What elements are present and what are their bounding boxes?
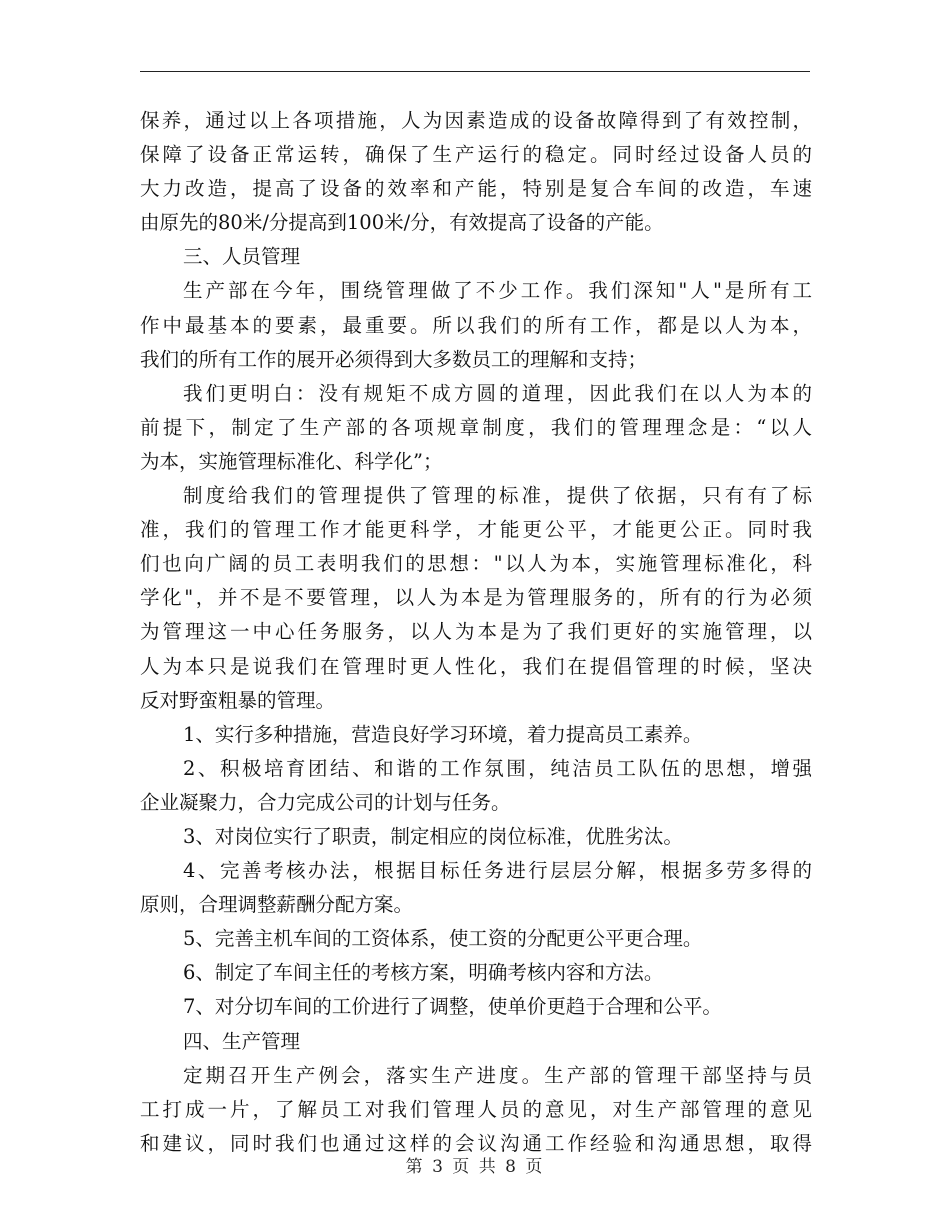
text-line: 前提下，制定了生产部的各项规章制度，我们的管理理念是：“以人 bbox=[140, 415, 812, 439]
section-heading: 三、人员管理 bbox=[183, 245, 301, 269]
text-line: 为本，实施管理标准化、科学化”； bbox=[140, 449, 443, 473]
list-item: 3、对岗位实行了职责，制定相应的岗位标准，优胜劣汰。 bbox=[183, 824, 683, 848]
text-line: 生产部在今年，围绕管理做了不少工作。我们深知"人"是所有工 bbox=[183, 279, 812, 303]
header-rule bbox=[140, 71, 810, 72]
text-line: 人为本只是说我们在管理时更人性化，我们在提倡管理的时候，坚决 bbox=[140, 654, 812, 678]
text-line: 反对野蛮粗暴的管理。 bbox=[140, 688, 336, 712]
text-line: 原则，合理调整薪酬分配方案。 bbox=[140, 893, 414, 917]
page-number-footer: 第 3 页 共 8 页 bbox=[405, 1157, 545, 1177]
text-line: 准，我们的管理工作才能更科学，才能更公平，才能更公正。同时我 bbox=[140, 518, 812, 542]
text-line: 由原先的80米/分提高到100米/分，有效提高了设备的产能。 bbox=[140, 211, 664, 235]
text-line: 工打成一片，了解员工对我们管理人员的意见，对生产部管理的意见 bbox=[140, 1097, 812, 1121]
list-item: 5、完善主机车间的工资体系，使工资的分配更公平更合理。 bbox=[183, 927, 703, 951]
list-item: 2、积极培育团结、和谐的工作氛围，纯洁员工队伍的思想，增强 bbox=[183, 756, 812, 780]
text-line: 定期召开生产例会，落实生产进度。生产部的管理干部坚持与员 bbox=[183, 1063, 812, 1087]
text-line: 保养，通过以上各项措施，人为因素造成的设备故障得到了有效控制， bbox=[140, 109, 812, 132]
text-line: 我们更明白：没有规矩不成方圆的道理，因此我们在以人为本的 bbox=[183, 381, 812, 405]
text-line: 企业凝聚力，合力完成公司的计划与任务。 bbox=[140, 790, 511, 814]
list-item: 4、完善考核办法，根据目标任务进行层层分解，根据多劳多得的 bbox=[183, 859, 812, 883]
section-heading: 四、生产管理 bbox=[183, 1029, 301, 1053]
list-item: 7、对分切车间的工价进行了调整，使单价更趋于合理和公平。 bbox=[183, 995, 722, 1019]
list-item: 6、制定了车间主任的考核方案，明确考核内容和方法。 bbox=[183, 961, 664, 985]
text-line: 制度给我们的管理提供了管理的标准，提供了依据，只有有了标 bbox=[183, 484, 812, 508]
list-item: 1、实行多种措施，营造良好学习环境，着力提高员工素养。 bbox=[183, 722, 703, 746]
text-line: 保障了设备正常运转，确保了生产运行的稳定。同时经过设备人员的 bbox=[140, 143, 812, 167]
text-line: 大力改造，提高了设备的效率和产能，特别是复合车间的改造，车速 bbox=[140, 177, 812, 201]
text-line: 们也向广阔的员工表明我们的思想："以人为本，实施管理标准化，科 bbox=[140, 552, 812, 576]
text-line: 作中最基本的要素，最重要。所以我们的所有工作，都是以人为本， bbox=[140, 313, 812, 337]
text-line: 为管理这一中心任务服务，以人为本是为了我们更好的实施管理，以 bbox=[140, 620, 812, 644]
body-text bbox=[140, 104, 812, 1161]
text-line: 我们的所有工作的展开必须得到大多数员工的理解和支持； bbox=[140, 347, 648, 371]
text-line: 学化"，并不是不要管理，以人为本是为管理服务的，所有的行为必须 bbox=[140, 586, 812, 610]
text-line: 和建议，同时我们也通过这样的会议沟通工作经验和沟通思想，取得 bbox=[140, 1131, 812, 1155]
